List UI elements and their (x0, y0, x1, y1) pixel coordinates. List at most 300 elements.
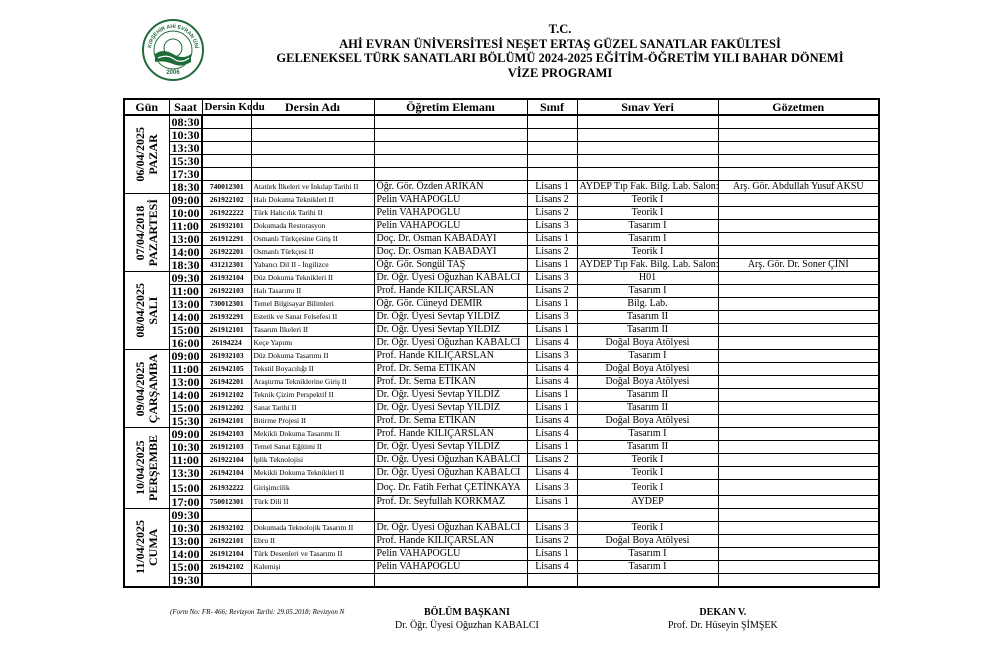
table-row (124, 561, 879, 574)
class-cell (527, 115, 577, 129)
course-name-cell: Sanat Tarihi II (251, 402, 374, 415)
observer-cell (718, 272, 879, 285)
table-row (124, 115, 879, 129)
class-cell (527, 155, 577, 168)
exam-room-cell: Teorik I (577, 246, 718, 259)
course-code-cell (202, 129, 251, 142)
instructor-cell: Dr. Öğr. Üyesi Sevtap YILDIZ (374, 441, 527, 454)
logo-year: 2006 (166, 70, 180, 76)
time-cell: 13:00 (169, 535, 202, 548)
instructor-cell: Dr. Öğr. Üyesi Oğuzhan KABALCI (374, 522, 527, 535)
class-cell: Lisans 2 (527, 246, 577, 259)
instructor-cell (374, 142, 527, 155)
table-row (124, 220, 879, 233)
time-cell: 10:30 (169, 522, 202, 535)
day-date: 08/04/2025 (132, 283, 147, 338)
class-cell: Lisans 2 (527, 194, 577, 207)
table-row (124, 402, 879, 415)
time-cell: 11:00 (169, 454, 202, 467)
course-code-cell (202, 509, 251, 522)
table-row (124, 311, 879, 324)
class-cell: Lisans 3 (527, 522, 577, 535)
course-name-cell: Mekikli Dokuma Teknikleri II (251, 467, 374, 480)
course-code-cell: 261912101 (202, 324, 251, 337)
day-cell (124, 509, 169, 588)
course-code-cell (202, 168, 251, 181)
exam-room-cell: Teorik I (577, 207, 718, 220)
exam-room-cell: Teorik I (577, 467, 718, 480)
course-name-cell: İplik Teknolojisi (251, 454, 374, 467)
course-code-cell: 740012301 (202, 181, 251, 194)
class-cell: Lisans 2 (527, 285, 577, 298)
observer-cell (718, 115, 879, 129)
time-cell: 14:00 (169, 389, 202, 402)
time-cell: 11:00 (169, 285, 202, 298)
class-cell: Lisans 4 (527, 428, 577, 441)
course-code-cell: 261912102 (202, 389, 251, 402)
course-name-cell: Araştırma Tekniklerine Giriş II (251, 376, 374, 389)
dean-signature (668, 606, 778, 632)
time-cell: 13:30 (169, 142, 202, 155)
class-cell: Lisans 4 (527, 467, 577, 480)
observer-cell (718, 194, 879, 207)
header-line-4: VİZE PROGRAMI (507, 66, 613, 80)
observer-cell (718, 350, 879, 363)
observer-cell (718, 467, 879, 480)
exam-room-cell: Tasarım II (577, 311, 718, 324)
table-row (124, 496, 879, 509)
table-row (124, 441, 879, 454)
table-row (124, 428, 879, 441)
observer-cell (718, 363, 879, 376)
observer-cell: Arş. Gör. Abdullah Yusuf AKSU (718, 181, 879, 194)
table-row (124, 168, 879, 181)
exam-room-cell (577, 574, 718, 588)
time-cell: 15:00 (169, 480, 202, 496)
day-date: 10/04/2025 (132, 440, 147, 496)
course-code-cell: 261942201 (202, 376, 251, 389)
course-name-cell (251, 129, 374, 142)
exam-room-cell (577, 115, 718, 129)
class-cell (527, 509, 577, 522)
instructor-cell: Prof. Dr. Sema ETİKAN (374, 363, 527, 376)
instructor-cell (374, 509, 527, 522)
course-name-cell: Düz Dokuma Tasarımı II (251, 350, 374, 363)
observer-cell: Arş. Gör. Dr. Soner ÇİNİ (718, 259, 879, 272)
exam-room-cell: Tasarım II (577, 441, 718, 454)
observer-cell (718, 428, 879, 441)
exam-room-cell: Teorik I (577, 454, 718, 467)
table-row (124, 272, 879, 285)
col-header-day: Gün (124, 99, 169, 115)
day-cell (124, 194, 169, 272)
class-cell: Lisans 4 (527, 561, 577, 574)
observer-cell (718, 298, 879, 311)
table-row (124, 376, 879, 389)
observer-cell (718, 522, 879, 535)
time-cell: 09:00 (169, 350, 202, 363)
table-row (124, 155, 879, 168)
course-name-cell: Türk Dili II (251, 496, 374, 509)
day-date: 09/04/2025 (132, 361, 147, 416)
course-code-cell: 261932102 (202, 522, 251, 535)
course-code-cell (202, 155, 251, 168)
course-name-cell: Tasarım İlkeleri II (251, 324, 374, 337)
class-cell: Lisans 4 (527, 337, 577, 350)
exam-room-cell: Tasarım I (577, 428, 718, 441)
instructor-cell: Öğr. Gör. Cüneyd DEMİR (374, 298, 527, 311)
exam-room-cell: AYDEP Tıp Fak. Bilg. Lab. Salon: (577, 181, 718, 194)
course-code-cell: 261922222 (202, 207, 251, 220)
department-head-title: BÖLÜM BAŞKANI (424, 607, 510, 618)
course-name-cell: Kalemişi (251, 561, 374, 574)
class-cell: Lisans 2 (527, 454, 577, 467)
observer-cell (718, 220, 879, 233)
instructor-cell: Dr. Öğr. Üyesi Sevtap YILDIZ (374, 324, 527, 337)
observer-cell (718, 207, 879, 220)
observer-cell (718, 155, 879, 168)
observer-cell (718, 389, 879, 402)
instructor-cell: Prof. Hande KILIÇARSLAN (374, 535, 527, 548)
instructor-cell (374, 168, 527, 181)
university-logo (141, 18, 205, 82)
class-cell: Lisans 1 (527, 496, 577, 509)
department-head-signature (395, 606, 539, 632)
day-date: 07/04/2018 (132, 205, 147, 260)
table-row (124, 574, 879, 588)
exam-room-cell: Tasarım II (577, 324, 718, 337)
course-name-cell: Halı Tasarımı II (251, 285, 374, 298)
time-cell: 13:00 (169, 376, 202, 389)
instructor-cell: Dr. Öğr. Üyesi Sevtap YILDIZ (374, 389, 527, 402)
exam-room-cell: Tasarım I (577, 548, 718, 561)
exam-room-cell: Doğal Boya Atölyesi (577, 337, 718, 350)
table-row (124, 298, 879, 311)
table-row (124, 509, 879, 522)
class-cell: Lisans 1 (527, 389, 577, 402)
observer-cell (718, 129, 879, 142)
observer-cell (718, 233, 879, 246)
table-row (124, 246, 879, 259)
course-code-cell: 261912291 (202, 233, 251, 246)
instructor-cell: Dr. Öğr. Üyesi Sevtap YILDIZ (374, 402, 527, 415)
class-cell: Lisans 3 (527, 220, 577, 233)
class-cell: Lisans 4 (527, 376, 577, 389)
table-row (124, 350, 879, 363)
course-code-cell: 261942103 (202, 428, 251, 441)
table-row (124, 142, 879, 155)
instructor-cell: Öğr. Gör. Songül TAŞ (374, 259, 527, 272)
course-code-cell: 261932103 (202, 350, 251, 363)
class-cell: Lisans 1 (527, 259, 577, 272)
col-header-observer: Gözetmen (718, 99, 879, 115)
exam-room-cell: Tasarım II (577, 389, 718, 402)
course-code-cell: 431212301 (202, 259, 251, 272)
course-name-cell: Tekstil Boyacılığı II (251, 363, 374, 376)
instructor-cell (374, 155, 527, 168)
col-header-course: Dersin Adı (251, 99, 374, 115)
class-cell: Lisans 1 (527, 402, 577, 415)
exam-room-cell (577, 142, 718, 155)
day-date: 06/04/2025 (132, 127, 147, 182)
time-cell: 17:30 (169, 168, 202, 181)
instructor-cell: Prof. Dr. Seyfullah KORKMAZ (374, 496, 527, 509)
class-cell: Lisans 1 (527, 324, 577, 337)
course-code-cell: 261932104 (202, 272, 251, 285)
class-cell (527, 168, 577, 181)
exam-room-cell: Teorik I (577, 522, 718, 535)
day-name: PAZARTESİ (145, 198, 160, 267)
instructor-cell: Prof. Dr. Sema ETİKAN (374, 376, 527, 389)
course-code-cell: 261932291 (202, 311, 251, 324)
instructor-cell: Dr. Öğr. Üyesi Oğuzhan KABALCI (374, 454, 527, 467)
course-name-cell (251, 115, 374, 129)
exam-room-cell: Doğal Boya Atölyesi (577, 376, 718, 389)
class-cell: Lisans 3 (527, 272, 577, 285)
course-name-cell (251, 155, 374, 168)
course-name-cell: Dokumada Restorasyon (251, 220, 374, 233)
instructor-cell: Dr. Öğr. Üyesi Oğuzhan KABALCI (374, 272, 527, 285)
table-row (124, 207, 879, 220)
instructor-cell: Doç. Dr. Osman KABADAYI (374, 233, 527, 246)
time-cell: 15:00 (169, 561, 202, 574)
exam-room-cell: Tasarım I (577, 561, 718, 574)
exam-room-cell: Doğal Boya Atölyesi (577, 535, 718, 548)
instructor-cell: Pelin VAHAPOĞLU (374, 548, 527, 561)
exam-room-cell: Tasarım I (577, 350, 718, 363)
class-cell: Lisans 2 (527, 535, 577, 548)
col-header-room: Sınav Yeri (577, 99, 718, 115)
logo-ring-text: KIRŞEHİR AHİ EVRAN ÜNİ (147, 23, 199, 49)
observer-cell (718, 142, 879, 155)
course-code-cell: 261932222 (202, 480, 251, 496)
time-cell: 15:00 (169, 402, 202, 415)
class-cell: Lisans 3 (527, 480, 577, 496)
instructor-cell (374, 129, 527, 142)
time-cell: 09:00 (169, 428, 202, 441)
class-cell (527, 142, 577, 155)
header-line-1: T.C. (548, 22, 572, 36)
course-name-cell: Osmanlı Türkçesine Giriş II (251, 233, 374, 246)
course-code-cell: 261922101 (202, 535, 251, 548)
table-row (124, 129, 879, 142)
observer-cell (718, 574, 879, 588)
instructor-cell: Öğr. Gör. Özden ARIKAN (374, 181, 527, 194)
course-name-cell: Osmanlı Türkçesi II (251, 246, 374, 259)
class-cell: Lisans 3 (527, 350, 577, 363)
course-code-cell (202, 115, 251, 129)
course-name-cell (251, 142, 374, 155)
time-cell: 13:00 (169, 233, 202, 246)
col-header-class: Sınıf (527, 99, 577, 115)
time-cell: 15:30 (169, 155, 202, 168)
observer-cell (718, 415, 879, 428)
time-cell: 13:00 (169, 298, 202, 311)
table-row (124, 415, 879, 428)
day-name: PERŞEMBE (145, 434, 160, 501)
course-code-cell: 750012301 (202, 496, 251, 509)
course-name-cell: Türk Desenleri ve Tasarımı II (251, 548, 374, 561)
course-code-cell: 261912103 (202, 441, 251, 454)
col-header-time: Saat (169, 99, 202, 115)
observer-cell (718, 496, 879, 509)
observer-cell (718, 535, 879, 548)
course-name-cell: Keçe Yapımı (251, 337, 374, 350)
course-code-cell (202, 142, 251, 155)
course-name-cell: Türk Halıcılık Tarihi II (251, 207, 374, 220)
instructor-cell: Pelin VAHAPOĞLU (374, 194, 527, 207)
instructor-cell: Prof. Dr. Sema ETİKAN (374, 415, 527, 428)
table-row (124, 467, 879, 480)
class-cell (527, 129, 577, 142)
time-cell: 14:00 (169, 548, 202, 561)
table-row (124, 389, 879, 402)
observer-cell (718, 480, 879, 496)
day-date: 11/04/2025 (132, 520, 147, 575)
class-cell: Lisans 1 (527, 441, 577, 454)
course-name-cell: Estetik ve Sanat Felsefesi II (251, 311, 374, 324)
course-code-cell (202, 574, 251, 588)
observer-cell (718, 337, 879, 350)
exam-room-cell: Doğal Boya Atölyesi (577, 363, 718, 376)
exam-room-cell: Teorik I (577, 194, 718, 207)
table-row (124, 337, 879, 350)
table-row (124, 285, 879, 298)
day-name: CUMA (145, 528, 160, 567)
table-row (124, 181, 879, 194)
instructor-cell: Pelin VAHAPOĞLU (374, 207, 527, 220)
exam-room-cell (577, 155, 718, 168)
observer-cell (718, 548, 879, 561)
course-name-cell: Temel Bilgisayar Bilimleri (251, 298, 374, 311)
observer-cell (718, 454, 879, 467)
day-cell (124, 115, 169, 194)
table-row (124, 522, 879, 535)
instructor-cell: Prof. Hande KILIÇARSLAN (374, 350, 527, 363)
instructor-cell (374, 115, 527, 129)
instructor-cell (374, 574, 527, 588)
course-name-cell: Bitirme Projesi II (251, 415, 374, 428)
dean-name: Prof. Dr. Hüseyin ŞİMŞEK (668, 620, 778, 631)
day-cell (124, 272, 169, 350)
day-name: ÇARŞAMBA (145, 353, 160, 424)
table-row (124, 233, 879, 246)
time-cell: 11:00 (169, 220, 202, 233)
instructor-cell: Doç. Dr. Fatih Ferhat ÇETİNKAYA (374, 480, 527, 496)
exam-room-cell: AYDEP Tıp Fak. Bilg. Lab. Salon: (577, 259, 718, 272)
course-code-cell: 26194224 (202, 337, 251, 350)
time-cell: 09:30 (169, 509, 202, 522)
course-name-cell: Dokumada Teknolojik Tasarım II (251, 522, 374, 535)
instructor-cell: Dr. Öğr. Üyesi Oğuzhan KABALCI (374, 337, 527, 350)
class-cell (527, 574, 577, 588)
time-cell: 19:30 (169, 574, 202, 588)
class-cell: Lisans 4 (527, 415, 577, 428)
observer-cell (718, 285, 879, 298)
exam-room-cell: Tasarım I (577, 233, 718, 246)
table-row (124, 548, 879, 561)
instructor-cell: Pelin VAHAPOĞLU (374, 220, 527, 233)
header-line-3: GELENEKSEL TÜRK SANATLARI BÖLÜMÜ 2024-2025 EĞİTİM-ÖĞRETİM YILI BAHAR DÖNEMİ (276, 51, 844, 65)
department-head-name: Dr. Öğr. Üyesi Oğuzhan KABALCI (395, 620, 539, 631)
time-cell: 10:00 (169, 207, 202, 220)
time-cell: 18:30 (169, 181, 202, 194)
day-cell (124, 350, 169, 428)
course-name-cell: Mekikli Dokuma Tasarımı II (251, 428, 374, 441)
time-cell: 15:00 (169, 324, 202, 337)
course-code-cell: 261942102 (202, 561, 251, 574)
class-cell: Lisans 1 (527, 298, 577, 311)
header-line-2: AHİ EVRAN ÜNİVERSİTESİ NEŞET ERTAŞ GÜZEL SANATLAR FAKÜLTESİ (339, 37, 781, 51)
class-cell: Lisans 1 (527, 548, 577, 561)
time-cell: 10:30 (169, 129, 202, 142)
exam-room-cell (577, 509, 718, 522)
course-code-cell: 261922104 (202, 454, 251, 467)
course-code-cell: 261942105 (202, 363, 251, 376)
time-cell: 13:30 (169, 467, 202, 480)
table-row (124, 454, 879, 467)
exam-room-cell: Tasarım I (577, 285, 718, 298)
class-cell: Lisans 1 (527, 181, 577, 194)
course-code-cell: 261922201 (202, 246, 251, 259)
instructor-cell: Doç. Dr. Osman KABADAYI (374, 246, 527, 259)
course-name-cell (251, 574, 374, 588)
col-header-code: Dersin Kodu (202, 99, 251, 115)
exam-room-cell: Tasarım II (577, 402, 718, 415)
day-name: PAZAR (145, 134, 160, 175)
observer-cell (718, 441, 879, 454)
time-cell: 09:00 (169, 194, 202, 207)
observer-cell (718, 246, 879, 259)
course-name-cell: Girişimcilik (251, 480, 374, 496)
exam-room-cell: AYDEP (577, 496, 718, 509)
exam-room-cell: H01 (577, 272, 718, 285)
table-row (124, 194, 879, 207)
class-cell: Lisans 2 (527, 207, 577, 220)
course-code-cell: 261932101 (202, 220, 251, 233)
exam-room-cell (577, 168, 718, 181)
time-cell: 08:30 (169, 115, 202, 129)
observer-cell (718, 561, 879, 574)
course-code-cell: 730012301 (202, 298, 251, 311)
course-name-cell: Düz Dokuma Teknikleri II (251, 272, 374, 285)
course-code-cell: 261912202 (202, 402, 251, 415)
instructor-cell: Dr. Öğr. Üyesi Sevtap YILDIZ (374, 311, 527, 324)
exam-schedule-table (123, 98, 880, 588)
course-code-cell: 261942101 (202, 415, 251, 428)
time-cell: 17:00 (169, 496, 202, 509)
observer-cell (718, 376, 879, 389)
col-header-teacher: Öğretim Elemanı (374, 99, 527, 115)
exam-room-cell (577, 129, 718, 142)
form-note: (Form No: FR- 466; Revizyon Tarihi: 29.05.2018; Revizyon N (170, 608, 345, 616)
course-code-cell: 261922103 (202, 285, 251, 298)
time-cell: 18:30 (169, 259, 202, 272)
dean-title: DEKAN V. (699, 607, 747, 618)
observer-cell (718, 509, 879, 522)
instructor-cell: Pelin VAHAPOĞLU (374, 561, 527, 574)
course-name-cell: Ebru II (251, 535, 374, 548)
course-name-cell: Atatürk İlkeleri ve İnkılap Tarihi II (251, 181, 374, 194)
time-cell: 09:30 (169, 272, 202, 285)
class-cell: Lisans 3 (527, 311, 577, 324)
day-cell (124, 428, 169, 509)
time-cell: 14:00 (169, 311, 202, 324)
course-code-cell: 261922102 (202, 194, 251, 207)
course-code-cell: 261912104 (202, 548, 251, 561)
observer-cell (718, 402, 879, 415)
exam-room-cell: Tasarım I (577, 220, 718, 233)
